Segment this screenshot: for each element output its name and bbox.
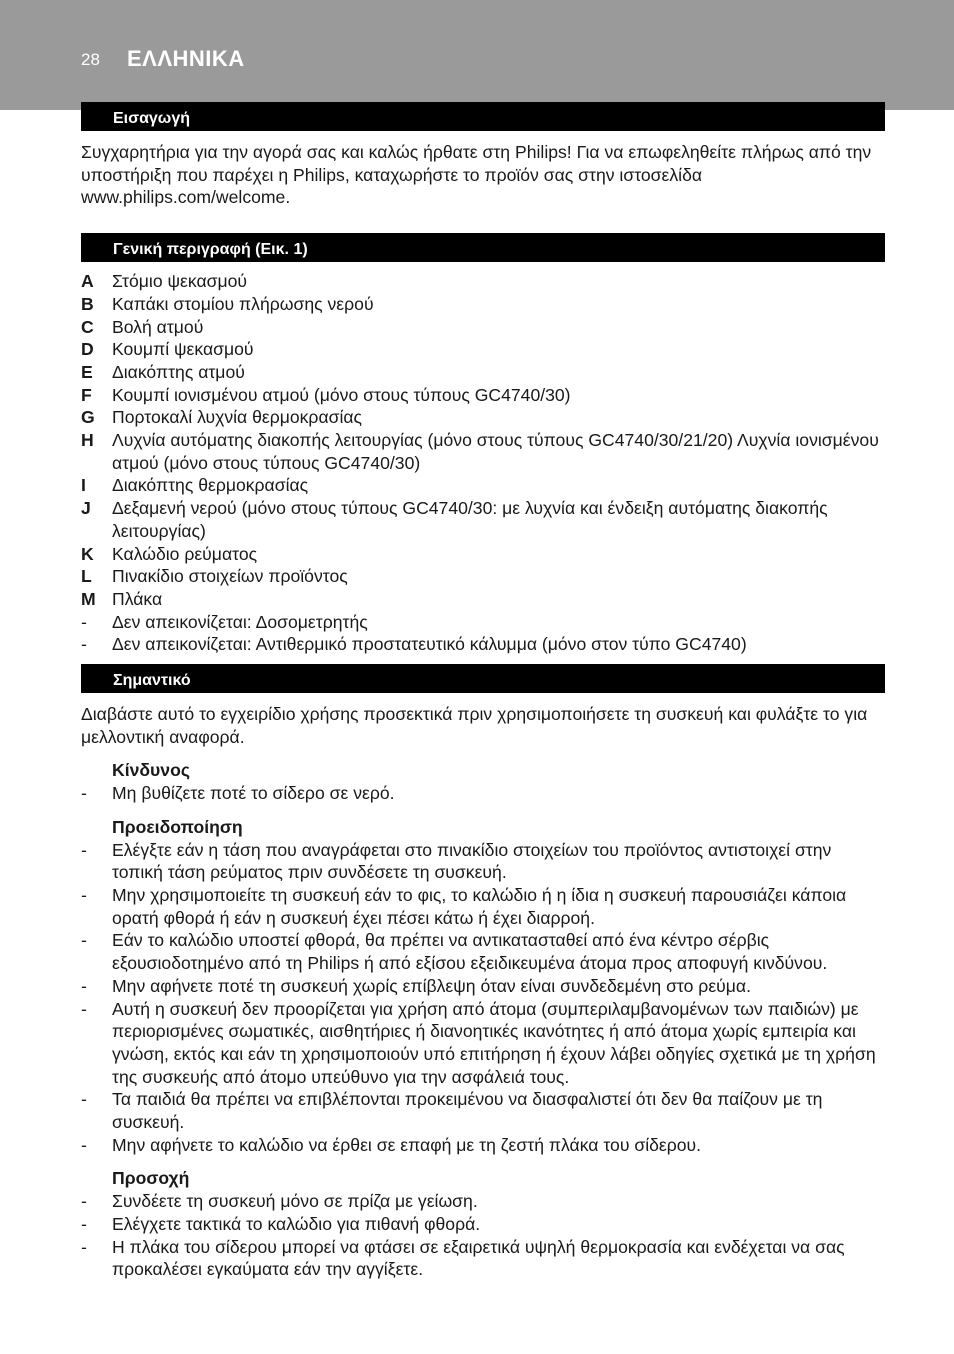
- bullet-dash: -: [81, 975, 87, 996]
- list-item-text: Καπάκι στομίου πλήρωσης νερού: [112, 293, 374, 314]
- list-item: [81, 543, 885, 566]
- list-item-text: Κουμπί ιονισμένου ατμού (μόνο στους τύπους GC4740/30): [112, 384, 571, 405]
- list-item-key: I: [81, 475, 86, 496]
- list-item: [81, 565, 885, 588]
- list-item: [81, 839, 885, 884]
- list-item-key: E: [81, 361, 93, 382]
- page-number: 28: [81, 50, 100, 69]
- language-title: ΕΛΛΗΝΙΚΑ: [127, 46, 245, 71]
- caution-list: [81, 1190, 885, 1281]
- list-item: [81, 406, 885, 429]
- list-item-key: C: [81, 316, 94, 337]
- list-item-text: Λυχνία αυτόματης διακοπής λειτουργίας (μόνο στους τύπους GC4740/30/21/20) Λυχνία ιονισμένου ατμού (μόνο στους τύπους GC4740/30): [112, 430, 879, 473]
- list-item: [81, 1190, 885, 1213]
- list-item-key: K: [81, 543, 94, 564]
- list-item-text: Μην αφήνετε το καλώδιο να έρθει σε επαφή με τη ζεστή πλάκα του σίδερου.: [112, 1134, 702, 1155]
- list-item: [81, 884, 885, 929]
- list-item-text: Στόμιο ψεκασμού: [112, 271, 248, 292]
- list-item-text: Δεν απεικονίζεται: Δοσομετρητής: [112, 611, 368, 632]
- warning-heading: Προειδοποίηση: [112, 816, 243, 837]
- bullet-dash: -: [81, 884, 87, 905]
- danger-list: [81, 782, 885, 805]
- list-item: [81, 1088, 885, 1133]
- list-item: [81, 270, 885, 293]
- list-item-key: J: [81, 498, 91, 519]
- list-item-text: Συνδέετε τη συσκευή μόνο σε πρίζα με γείωση.: [112, 1191, 478, 1212]
- bullet-dash: -: [81, 1236, 87, 1257]
- list-item-key: -: [81, 634, 87, 655]
- bullet-dash: -: [81, 930, 87, 951]
- list-item: [81, 1236, 885, 1281]
- list-item: [81, 975, 885, 998]
- list-item: [81, 338, 885, 361]
- list-item-text: Μη βυθίζετε ποτέ το σίδερο σε νερό.: [112, 783, 395, 804]
- list-item-text: Ελέγξτε εάν η τάση που αναγράφεται στο πινακίδιο στοιχείων του προϊόντος αντιστοιχεί στην τοπική τάση ρεύματος πριν συνδέσετε τη συσκευή.: [112, 839, 832, 883]
- list-item: [81, 429, 885, 474]
- list-item-text: Βολή ατμού: [112, 316, 204, 337]
- bullet-dash: -: [81, 1134, 87, 1155]
- list-item-text: Κουμπί ψεκασμού: [112, 339, 254, 360]
- section-general-heading: Γενική περιγραφή (Εικ. 1): [81, 233, 885, 262]
- list-item-key: L: [81, 566, 92, 587]
- list-item: [81, 293, 885, 316]
- list-item-key: G: [81, 407, 95, 428]
- list-item-text: Ελέγχετε τακτικά το καλώδιο για πιθανή φθορά.: [112, 1213, 481, 1234]
- list-item-text: Εάν το καλώδιο υποστεί φθορά, θα πρέπει να αντικατασταθεί από ένα κέντρο σέρβις εξουσιοδοτημένο από τη Philips ή από εξίσου εξειδικευμένα άτομα προς αποφυγή κινδύνου.: [112, 930, 828, 974]
- bullet-dash: -: [81, 1089, 87, 1110]
- list-item: [81, 611, 885, 634]
- bullet-dash: -: [81, 998, 87, 1019]
- list-item-key: B: [81, 293, 94, 314]
- list-item: [81, 588, 885, 611]
- list-item-key: -: [81, 611, 87, 632]
- list-item-text: Τα παιδιά θα πρέπει να επιβλέπονται προκειμένου να διασφαλιστεί ότι δεν θα παίζουν με τη συσκευή.: [112, 1089, 823, 1133]
- list-item-text: Πλάκα: [112, 588, 163, 609]
- list-item-key: A: [81, 271, 94, 292]
- list-item: [81, 361, 885, 384]
- list-item-text: Πορτοκαλί λυχνία θερμοκρασίας: [112, 407, 363, 428]
- section-important-heading: Σημαντικό: [81, 664, 885, 693]
- list-item-text: Δεν απεικονίζεται: Αντιθερμικό προστατευτικό κάλυμμα (μόνο στον τύπο GC4740): [112, 634, 747, 655]
- bullet-dash: -: [81, 1191, 87, 1212]
- important-intro-paragraph: Διαβάστε αυτό το εγχειρίδιο χρήσης προσεκτικά πριν χρησιμοποιήσετε τη συσκευή και φυλάξτε το για μελλοντική αναφορά.: [81, 704, 868, 747]
- list-item-key: F: [81, 384, 92, 405]
- document-body: [81, 102, 885, 1281]
- list-item-text: Μην αφήνετε ποτέ τη συσκευή χωρίς επίβλεψη όταν είναι συνδεδεμένη στο ρεύμα.: [112, 975, 751, 996]
- list-item-key: H: [81, 430, 94, 451]
- list-item: [81, 782, 885, 805]
- list-item-text: Διακόπτης θερμοκρασίας: [112, 475, 309, 496]
- list-item-key: D: [81, 339, 94, 360]
- bullet-dash: -: [81, 839, 87, 860]
- list-item-text: Καλώδιο ρεύματος: [112, 543, 258, 564]
- list-item: [81, 998, 885, 1089]
- list-item-text: Διακόπτης ατμού: [112, 361, 245, 382]
- list-item-text: Δεξαμενή νερού (μόνο στους τύπους GC4740/30: με λυχνία και ένδειξη αυτόματης διακοπής λειτουργίας): [112, 498, 828, 541]
- warning-list: [81, 839, 885, 1157]
- list-item: [81, 929, 885, 974]
- list-item-text: Πινακίδιο στοιχείων προϊόντος: [112, 566, 348, 587]
- bullet-dash: -: [81, 783, 87, 804]
- list-item-text: Μην χρησιμοποιείτε τη συσκευή εάν το φις, το καλώδιο ή η ίδια η συσκευή παρουσιάζει κάποια ορατή φθορά ή εάν η συσκευή έχει πέσει κάτω ή έχει διαρροή.: [112, 884, 847, 928]
- list-item: [81, 316, 885, 339]
- intro-paragraph: Συγχαρητήρια για την αγορά σας και καλώς ήρθατε στη Philips! Για να επωφεληθείτε πλήρως από την υποστήριξη που παρέχει η Philips, καταχωρήστε το προϊόν σας στην ιστοσελίδα www.philips.com/welcome.: [81, 142, 872, 208]
- caution-heading: Προσοχή: [112, 1168, 190, 1189]
- section-intro-heading: Εισαγωγή: [81, 102, 885, 131]
- list-item: [81, 474, 885, 497]
- general-description-list: [81, 270, 885, 656]
- page-header: [0, 0, 954, 110]
- list-item-text: Η πλάκα του σίδερου μπορεί να φτάσει σε εξαιρετικά υψηλή θερμοκρασία και ενδέχεται να σας προκαλέσει εγκαύματα εάν την αγγίξετε.: [112, 1236, 845, 1280]
- list-item: [81, 1213, 885, 1236]
- danger-heading: Κίνδυνος: [112, 760, 190, 781]
- list-item-text: Αυτή η συσκευή δεν προορίζεται για χρήση από άτομα (συμπεριλαμβανομένων των παιδιών) με περιορισμένες σωματικές, αισθητήριες ή διανοητικές ικανότητες ή από άτομα χωρίς εμπειρία και γνώση, εκτός και εάν τη χρησιμοποιούν υπό επιτήρηση ή έχουν λάβει οδηγίες σχετικά με τη χρήση της συσκευής από άτομο υπεύθυνο για την ασφάλειά τους.: [112, 998, 876, 1087]
- list-item: [81, 384, 885, 407]
- list-item: [81, 497, 885, 542]
- list-item: [81, 633, 885, 656]
- list-item-key: M: [81, 588, 96, 609]
- list-item: [81, 1134, 885, 1157]
- bullet-dash: -: [81, 1213, 87, 1234]
